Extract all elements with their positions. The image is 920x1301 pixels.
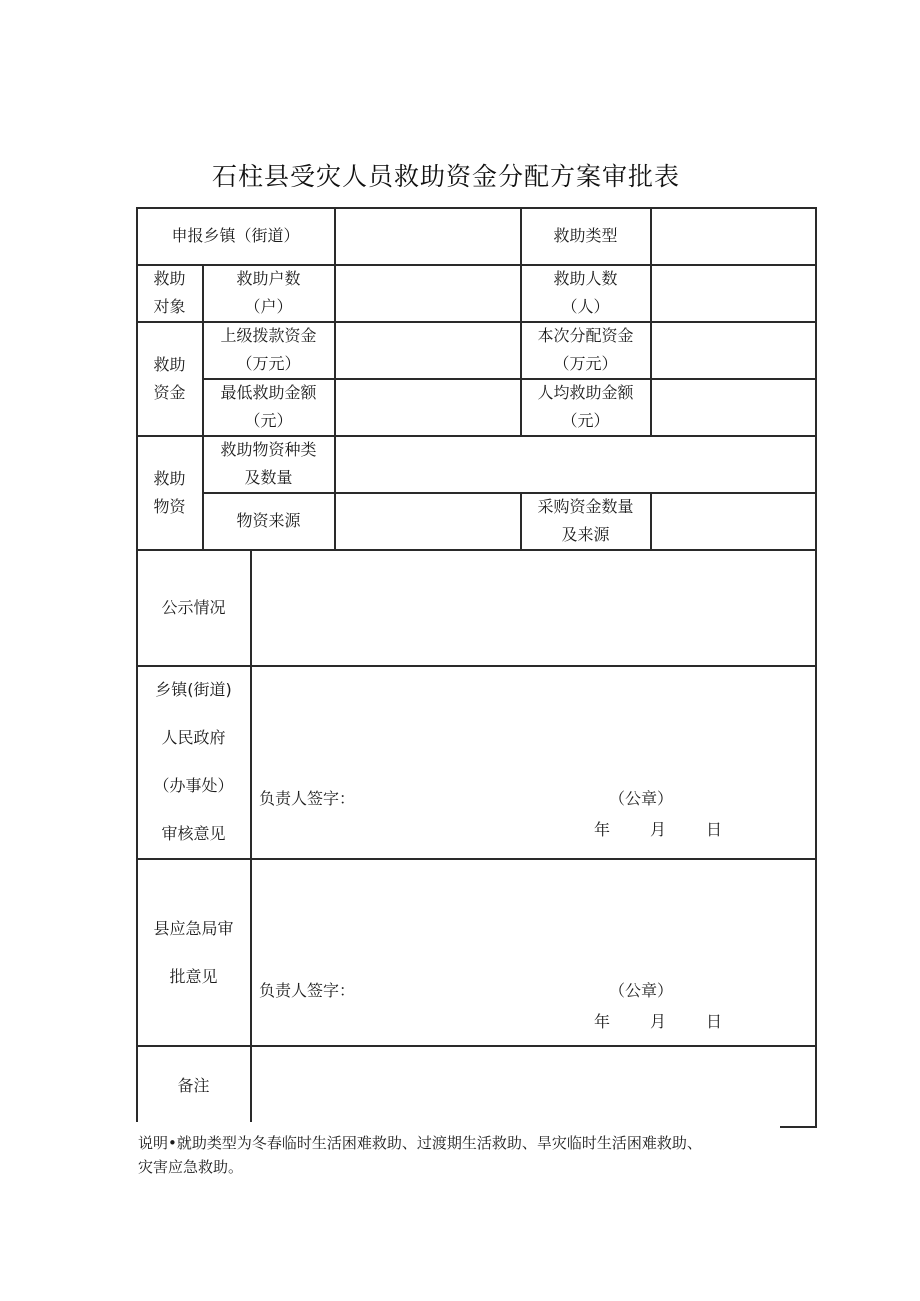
county-date-year: 年	[594, 1012, 611, 1031]
table-border-right	[815, 207, 817, 1128]
county-date-day: 日	[706, 1012, 723, 1031]
county-seal-label: （公章）	[609, 981, 674, 1000]
remarks-label: 备注	[177, 1076, 210, 1095]
aid-type-label: 救助类型	[553, 226, 618, 245]
township-label-cell	[137, 208, 334, 264]
column-divider	[650, 492, 652, 550]
row-divider	[136, 858, 817, 860]
column-divider	[650, 207, 652, 436]
min-amount-label: 最低救助金额 （元）	[220, 383, 317, 430]
publicity-label-cell	[137, 550, 250, 665]
table-border-bottom-fragment	[780, 1126, 817, 1128]
per-capita-amount-label: 人均救助金额 （元）	[537, 383, 634, 430]
persons-label: 救助人数 （人）	[553, 269, 618, 316]
material-type-quantity-label: 救助物资种类 及数量	[220, 440, 317, 487]
row-divider	[136, 665, 817, 667]
purchase-funds-label: 采购资金数量 及来源	[537, 497, 634, 544]
aid-target-group-label: 救助 对象	[153, 269, 186, 316]
households-label: 救助户数 （户）	[236, 269, 301, 316]
county-review-label: 县应急局审 批意见	[153, 919, 234, 986]
township-review-label: 乡镇(街道) 人民政府 （办事处） 审核意见	[153, 680, 234, 843]
township-date-day: 日	[706, 820, 723, 839]
remarks-label-cell	[137, 1046, 250, 1126]
page-title: 石柱县受灾人员救助资金分配方案审批表	[211, 162, 680, 191]
aid-materials-group-label: 救助 物资	[153, 468, 186, 516]
township-date-month: 月	[650, 820, 667, 839]
current-allocation-label: 本次分配资金 （万元）	[537, 326, 634, 373]
publicity-label: 公示情况	[161, 597, 226, 617]
aid-type-label-cell	[521, 208, 650, 264]
material-source-label: 物资来源	[236, 511, 301, 530]
township-label: 申报乡镇（街道）	[171, 226, 300, 245]
column-divider	[334, 207, 336, 550]
county-signature-label: 负责人签字：	[259, 981, 356, 1000]
column-divider	[250, 549, 252, 1122]
township-date-year: 年	[594, 820, 611, 839]
superior-allocation-label: 上级拨款资金 （万元）	[220, 326, 317, 373]
township-signature-label: 负责人签字：	[259, 789, 356, 808]
county-date-month: 月	[650, 1012, 667, 1031]
footnote: 说明•就助类型为冬春临时生活困难救助、过渡期生活救助、旱灾临时生活困难救助、 灾害应急救助。	[138, 1134, 702, 1176]
aid-funds-group-label: 救助 资金	[153, 354, 186, 402]
township-seal-label: （公章）	[609, 789, 674, 808]
